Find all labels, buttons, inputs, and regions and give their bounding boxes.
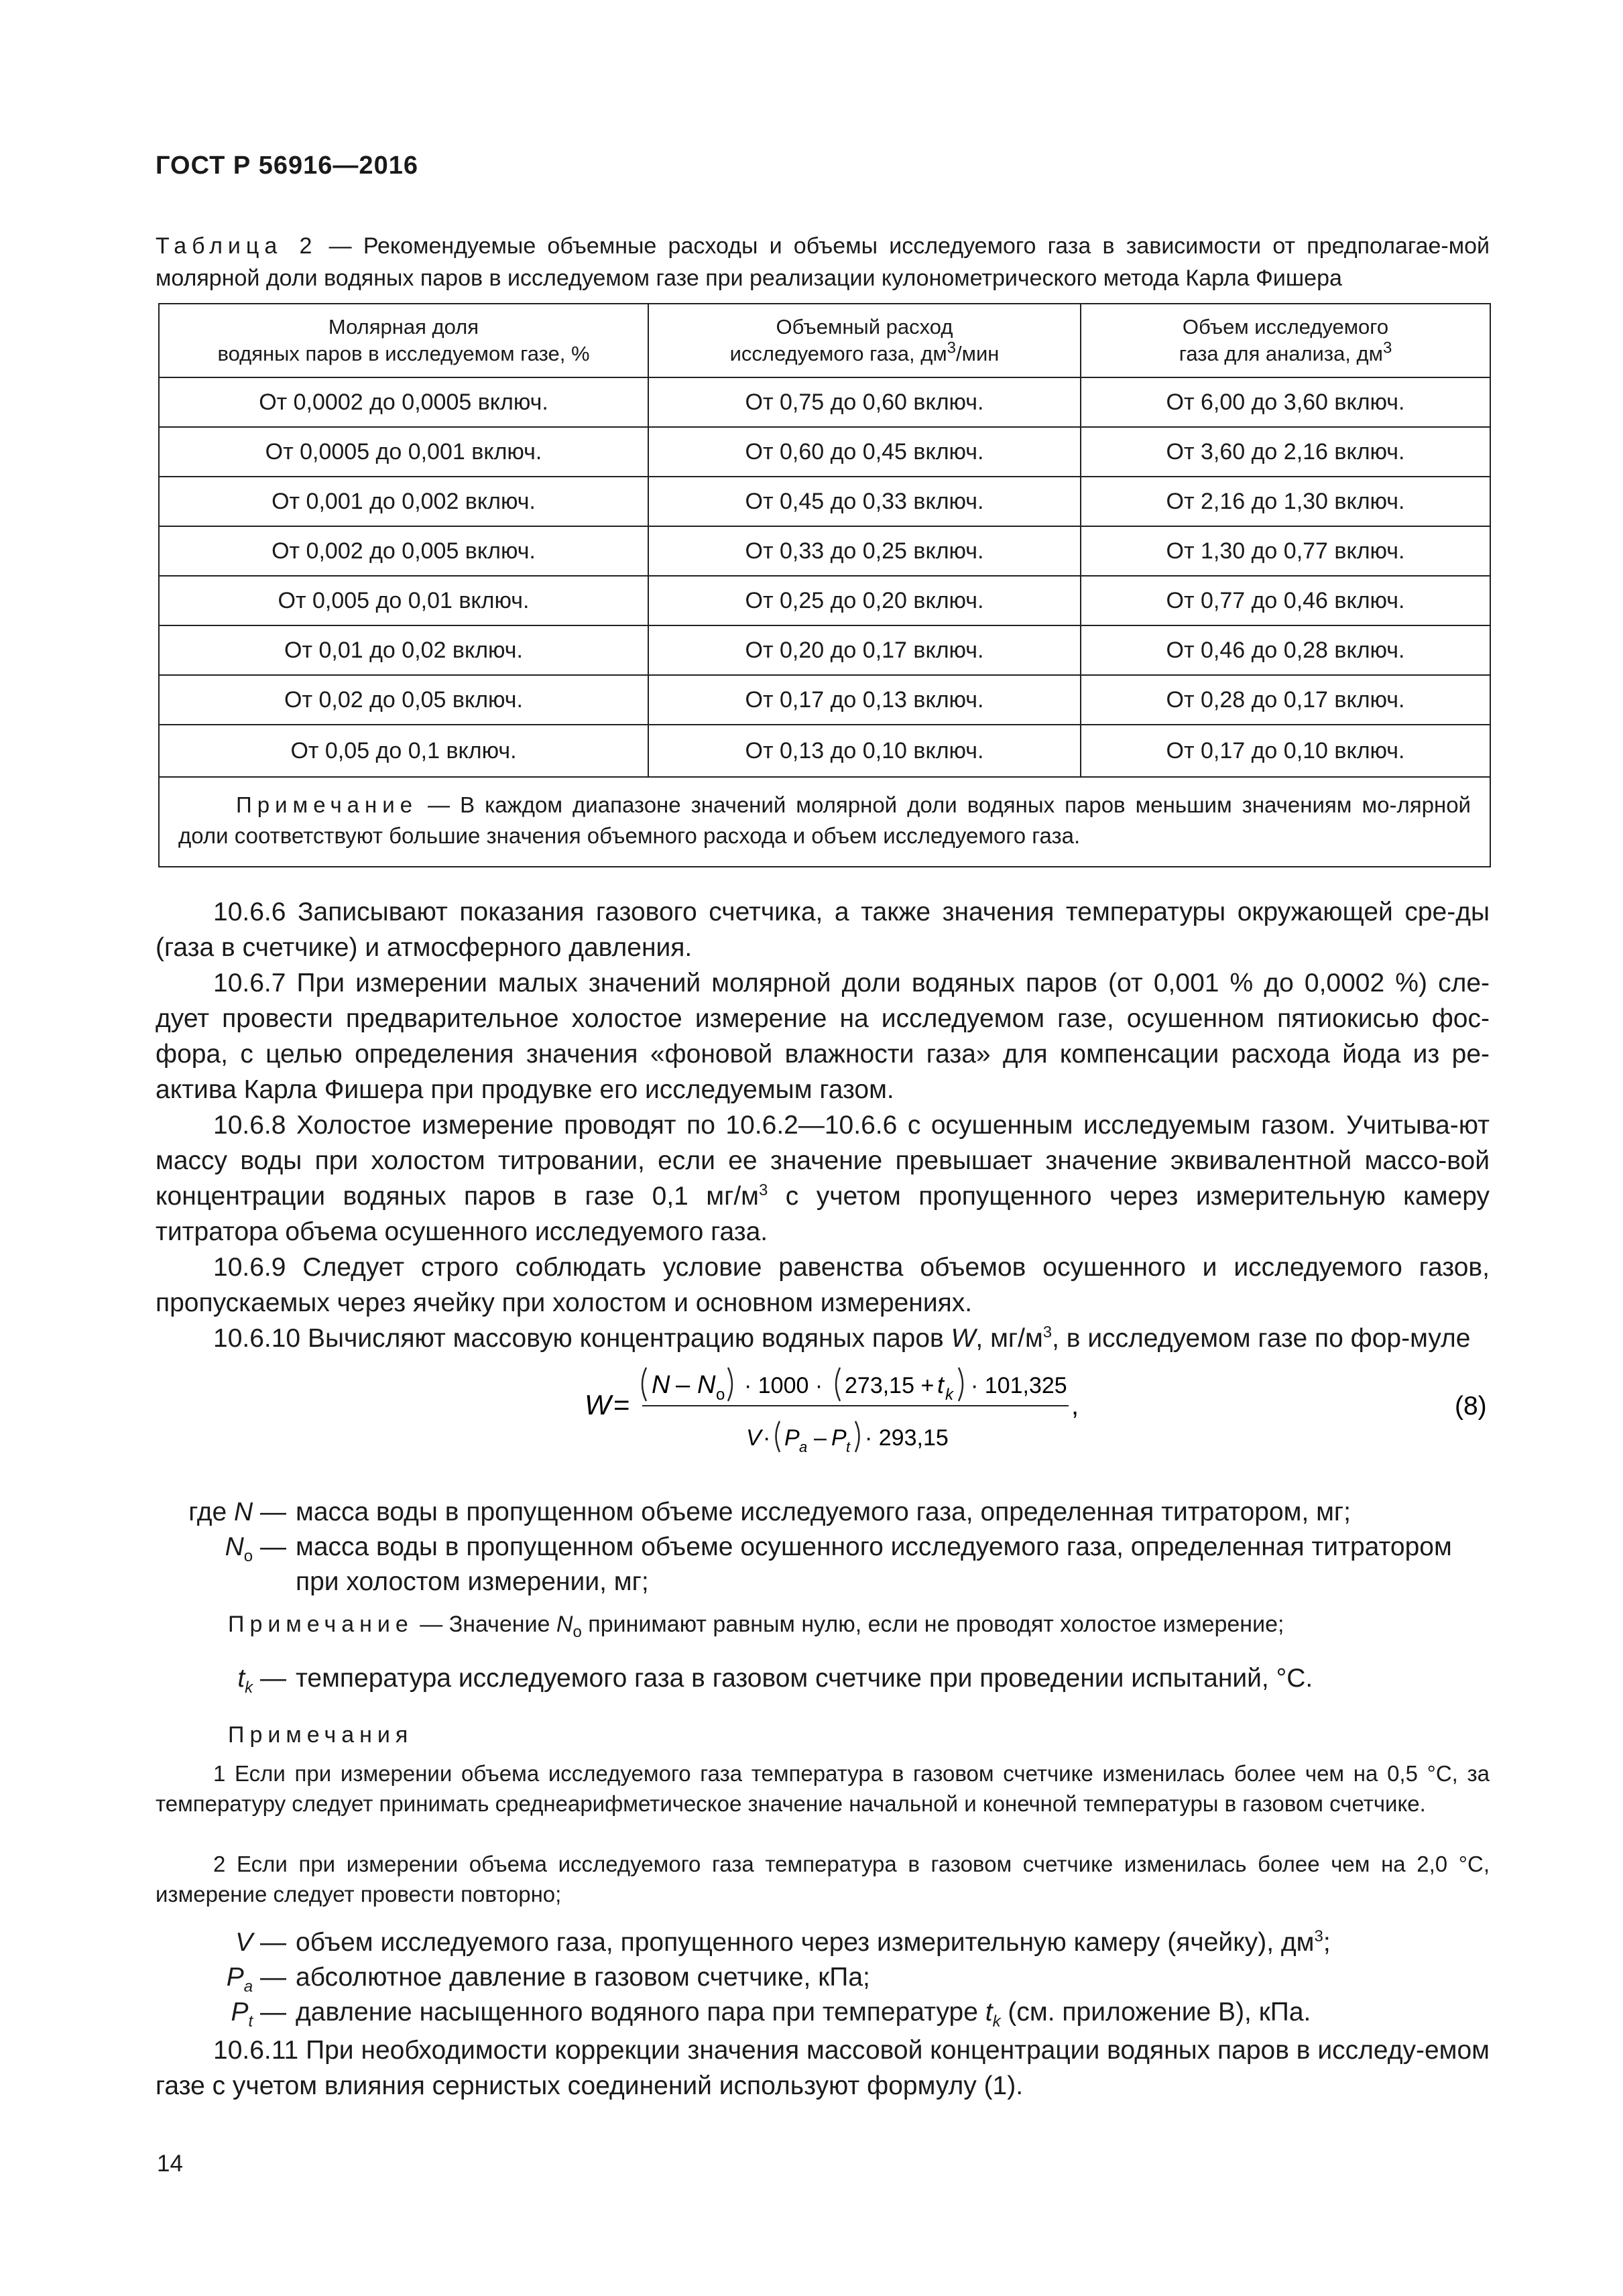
table-row [159, 377, 1490, 427]
den-Pa-sub: a [799, 1439, 808, 1455]
table-cell: От 0,002 до 0,005 включ. [159, 526, 648, 576]
note-symbol: N [556, 1612, 573, 1637]
dash: — [260, 1498, 286, 1526]
dash: — [260, 1928, 286, 1957]
table-cell: От 0,001 до 0,002 включ. [159, 477, 648, 526]
table-header-row [159, 304, 1490, 377]
table-cell: От 1,30 до 0,77 включ. [1081, 526, 1490, 576]
inline-symbol: t [985, 1998, 993, 2027]
symbol-definitions-2 [156, 1661, 1490, 1696]
formula-lhs: W [585, 1389, 611, 1421]
den-Pt: P [831, 1425, 847, 1451]
num-tk: t [937, 1371, 945, 1398]
table-row [159, 576, 1490, 625]
paragraph-10-6-6: 10.6.6 Записывают показания газового счетчика, а также значения температуры окружающей сре-ды (газа в счетчике) и атмосферного давления. [156, 898, 1490, 962]
header-text: /мин [956, 342, 1000, 365]
def-text: масса воды в пропущенном объеме исследуемого газа, определенная титратором, мг; [296, 1498, 1351, 1526]
table-note [159, 777, 1490, 867]
symbol-No: N [225, 1532, 244, 1561]
table-cell: От 0,28 до 0,17 включ. [1081, 675, 1490, 725]
def-tk [156, 1661, 1490, 1696]
def-V [156, 1925, 1490, 1960]
table-cell: От 0,17 до 0,13 включ. [648, 675, 1081, 725]
dash: — [260, 1532, 286, 1561]
def-text: масса воды в пропущенном объеме осушенного исследуемого газа, определенная титратором при холостом измерении, мг; [296, 1532, 1452, 1596]
def-text [286, 1925, 1490, 1960]
table-row [159, 427, 1490, 477]
def-text-part: давление насыщенного водяного пара при температуре [296, 1998, 985, 2027]
formula-comma: , [1071, 1391, 1079, 1421]
den-dot: · [763, 1425, 771, 1451]
num-1000: · 1000 · [744, 1373, 823, 1398]
def-symbol [156, 1530, 286, 1599]
def-text-part: (см. приложение В), кПа. [1000, 1998, 1311, 2027]
note-1: 1 Если при измерении объема исследуемого газа температура в газовом счетчике изменилась более чем на 0,5 °С, за температуру следует принимать среднеарифметическое значение начальной и конечной температуры в газовом счетчике. [156, 1761, 1490, 1816]
left-paren [642, 1368, 646, 1401]
den-293: · 293,15 [865, 1425, 949, 1451]
notes-label: Примечания [228, 1722, 414, 1748]
def-symbol [156, 1960, 286, 1995]
def-symbol [156, 1925, 286, 1960]
num-minus: – [676, 1371, 690, 1399]
def-text-part: объем исследуемого газа, пропущенного через измерительную камеру (ячейку), дм [296, 1928, 1315, 1957]
notes-heading [228, 1719, 413, 1750]
subscript: o [243, 1547, 253, 1565]
symbol-definitions-1 [156, 1495, 1490, 1599]
superscript: 3 [758, 1181, 768, 1199]
table-row [159, 725, 1490, 777]
def-text-part: ; [1323, 1928, 1331, 1957]
def-N [156, 1495, 1490, 1530]
header-text: Объем исследуемого [1182, 315, 1389, 339]
symbol-tk: t [237, 1664, 245, 1693]
table-caption-text: — Рекомендуемые объемные расходы и объемы исследуемого газа в зависимости от предполагае-мой молярной доли водяных паров в исследуемом газе при реализации кулонометрического метода Карла Фишера [156, 233, 1490, 291]
def-Pt [156, 1995, 1490, 2030]
paragraph-text: 10.6.10 Вычисляют массовую концентрацию водяных паров [213, 1324, 951, 1353]
def-text: абсолютное давление в газовом счетчике, кПа; [296, 1963, 870, 1992]
page-number: 14 [157, 2151, 183, 2177]
where-word: где [188, 1498, 227, 1526]
table-row [159, 675, 1490, 725]
symbol-V: V [235, 1928, 253, 1957]
header-sup: 3 [1382, 339, 1392, 357]
table-cell: От 0,20 до 0,17 включ. [648, 625, 1081, 675]
paragraph-10-6-9: 10.6.9 Следует строго соблюдать условие равенства объемов осушенного и исследуемого газов, пропускаемых через ячейку при холостом и основном измерениях. [156, 1253, 1490, 1317]
formula-number: (8) [1455, 1392, 1487, 1421]
superscript: 3 [1314, 1927, 1323, 1945]
num-273: 273,15 + [845, 1373, 935, 1398]
header-text: газа для анализа, дм [1179, 342, 1383, 365]
note-label: Примечание [228, 1612, 414, 1637]
def-Pa [156, 1960, 1490, 1995]
document-header: ГОСТ Р 56916—2016 [156, 152, 418, 180]
symbol-definitions-3 [156, 1925, 1490, 2030]
subscript: a [243, 1977, 253, 1996]
symbol-Pt: P [231, 1998, 249, 2027]
def-No [156, 1530, 1490, 1599]
paragraph-10-6-8 [156, 1107, 1490, 1250]
paragraph-text: , мг/м [975, 1324, 1043, 1353]
table-note-text: — В каждом диапазоне значений молярной доли водяных паров меньшим значениям мо-лярной доли соответствуют большие значения объемного расхода и объем исследуемого газа. [178, 792, 1471, 848]
table-cell: От 0,77 до 0,46 включ. [1081, 576, 1490, 625]
den-Pt-sub: t [846, 1439, 851, 1455]
table-cell: От 0,33 до 0,25 включ. [648, 526, 1081, 576]
den-minus: – [814, 1425, 827, 1451]
note-2: 2 Если при измерении объема исследуемого газа температура в газовом счетчике изменилась более чем на 2,0 °С, измерение следует провести повторно; [156, 1852, 1490, 1907]
symbol-N: N [233, 1498, 253, 1526]
table-cell: От 0,46 до 0,28 включ. [1081, 625, 1490, 675]
table-row [159, 477, 1490, 526]
paragraph-10-6-11: 10.6.11 При необходимости коррекции значения массовой концентрации водяных паров в исследу-емом газе с учетом влияния сернистых соединений используют формулу (1). [156, 2036, 1490, 2100]
table-cell: От 0,13 до 0,10 включ. [648, 725, 1081, 777]
table-caption-label: Таблица 2 [156, 233, 318, 259]
subscript: k [992, 2012, 1001, 2031]
table-cell: От 0,02 до 0,05 включ. [159, 675, 648, 725]
table-cell: От 0,60 до 0,45 включ. [648, 427, 1081, 477]
table-cell: От 0,01 до 0,02 включ. [159, 625, 648, 675]
symbol-Pa: P [226, 1963, 244, 1992]
table-row [159, 625, 1490, 675]
table-cell: От 6,00 до 3,60 включ. [1081, 377, 1490, 427]
data-table [158, 303, 1491, 867]
table-row [159, 526, 1490, 576]
def-symbol [156, 1995, 286, 2030]
subscript: t [248, 2012, 253, 2031]
num-tk-sub: k [945, 1386, 953, 1404]
header-text: водяных паров в исследуемом газе, % [217, 342, 590, 365]
header-sup: 3 [947, 339, 957, 357]
table-caption [156, 230, 1490, 294]
den-Pa: P [784, 1425, 800, 1451]
dash: — [260, 1998, 286, 2027]
table-cell: От 2,16 до 1,30 включ. [1081, 477, 1490, 526]
table-header-cell [1081, 304, 1490, 377]
def-symbol [156, 1661, 286, 1696]
table-cell: От 0,75 до 0,60 включ. [648, 377, 1081, 427]
header-text: Молярная доля [328, 315, 479, 339]
table-cell: От 0,0002 до 0,0005 включ. [159, 377, 648, 427]
formula-equals: = [613, 1389, 630, 1421]
paragraph-text: , в исследуемом газе по фор-муле [1052, 1324, 1471, 1353]
table-cell: От 0,25 до 0,20 включ. [648, 576, 1081, 625]
def-symbol [156, 1495, 286, 1530]
subscript: o [573, 1622, 582, 1641]
table-cell: От 3,60 до 2,16 включ. [1081, 427, 1490, 477]
def-text [286, 1995, 1490, 2030]
table-cell: От 0,005 до 0,01 включ. [159, 576, 648, 625]
variable: W [951, 1324, 976, 1353]
superscript: 3 [1042, 1323, 1053, 1341]
body-paragraphs [156, 894, 1490, 1356]
dash: — [260, 1664, 286, 1693]
paragraph-10-6-7: 10.6.7 При измерении малых значений молярной доли водяных паров (от 0,001 % до 0,0002 %) сле-дует провести предварительное холостое измерение на исследуемом газе, осушенном пятиокисью фос-фора, с целью определения значения «фоновой влажности газа» для компенсации расхода йода из ре-актива Карла Фишера при продувке его исследуемым газом. [156, 969, 1490, 1104]
den-V: V [746, 1425, 762, 1451]
left-paren [776, 1421, 780, 1452]
table-cell: От 0,0005 до 0,001 включ. [159, 427, 648, 477]
dash: — [260, 1963, 286, 1992]
num-No: N [697, 1371, 716, 1399]
num-101: · 101,325 [971, 1373, 1067, 1398]
table-note-label: Примечание [236, 792, 418, 817]
def-text: температура исследуемого газа в газовом счетчике при проведении испытаний, °С. [296, 1664, 1313, 1693]
table-cell: От 0,45 до 0,33 включ. [648, 477, 1081, 526]
paragraph-text: с учетом пропущенного через измерительную камеру титратора объема осушенного исследуемого газа. [156, 1182, 1490, 1246]
paragraph-text: 10.6.8 Холостое измерение проводят по 10.6.2—10.6.6 с осушенным исследуемым газом. Учитыва-ют массу воды при холостом титровании, если ее значение превышает значение эквивалентной массо-вой концентрации водяных паров в газе 0,1 мг/м [156, 1111, 1490, 1211]
subscript: k [245, 1678, 253, 1697]
header-text: исследуемого газа, дм [729, 342, 947, 365]
paragraph-10-6-10 [156, 1321, 1490, 1356]
note-text: — Значение [413, 1612, 556, 1637]
table-cell: От 0,05 до 0,1 включ. [159, 725, 648, 777]
num-N: N [652, 1371, 670, 1399]
left-paren [836, 1368, 840, 1401]
num-No-sub: o [716, 1386, 725, 1404]
right-paren [728, 1368, 732, 1401]
table-header-cell [648, 304, 1081, 377]
note-text: принимают равным нулю, если не проводят холостое измерение; [581, 1612, 1284, 1637]
table-header-cell [159, 304, 648, 377]
header-text: Объемный расход [776, 315, 953, 339]
table-cell: От 0,17 до 0,10 включ. [1081, 725, 1490, 777]
right-paren [855, 1421, 859, 1452]
note-zero-No [228, 1609, 1284, 1640]
right-paren [959, 1368, 963, 1401]
table-note-row [159, 777, 1490, 867]
